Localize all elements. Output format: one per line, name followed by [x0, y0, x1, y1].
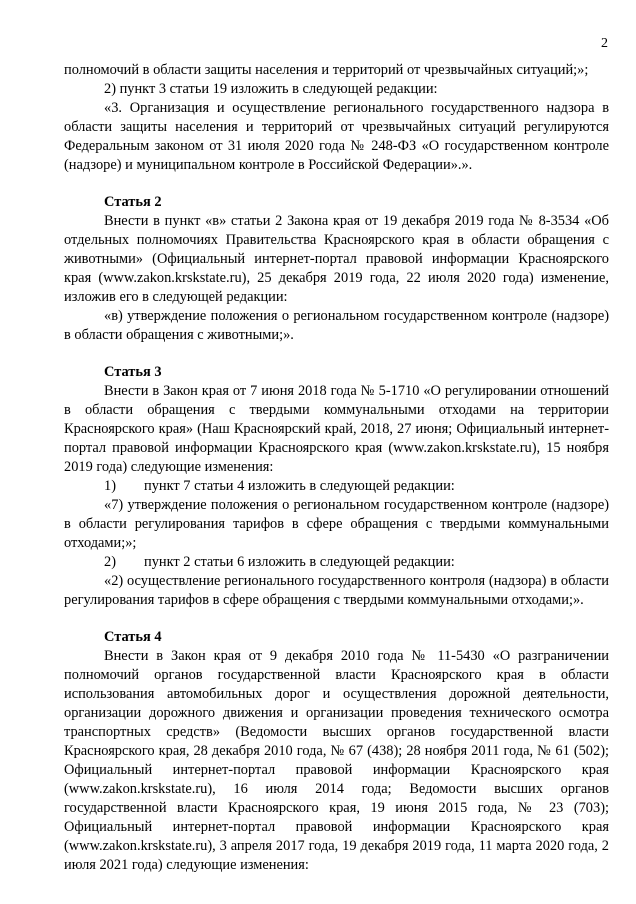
article-3-list-item-2: [64, 553, 609, 572]
list-text: пункт 2 статьи 6 изложить в следующей редакции:: [144, 554, 455, 570]
article-2-heading: Статья 2: [104, 194, 162, 210]
article-2-quote: «в) утверждение положения о региональном государственном контроле (надзоре) в области обращения с животными;».: [64, 308, 609, 343]
article-2-text: Внести в пункт «в» статьи 2 Закона края от 19 декабря 2019 года № 8-3534 «Об отдельных полномочиях Правительства Красноярского края в области обращения с животными» (Официальный интернет-портал правовой информации Красноярского края (www.zakon.krskstate.ru), 25 декабря 2019 года, 22 июля 2020 года) изменение, изложив его в следующей редакции:: [64, 213, 609, 305]
article-3-list-item-1: [64, 477, 609, 496]
article-4-heading: Статья 4: [104, 629, 162, 645]
paragraph-quote-3: «3. Организация и осуществление регионального государственного надзора в области защиты населения и территорий от чрезвычайных ситуаций регулируются Федеральным законом от 31 июля 2020 года № 248-ФЗ «О государственном контроле (надзоре) и муниципальном контроле в Российской Федерации».».: [64, 100, 609, 173]
list-number: 2): [104, 554, 116, 570]
article-4-text: Внести в Закон края от 9 декабря 2010 года № 11-5430 «О разграничении полномочий органов государственной власти Красноярского края в области использования автомобильных дорог и осуществления дорожной деятельности, организации дорожного движения и организации проведения технического осмотра транспортных средств» (Ведомости высших органов государственной власти Красноярского края, 28 декабря 2010 года, № 67 (438); 28 ноября 2011 года, № 61 (502); Официальный интернет-портал правовой информации Красноярского края (www.zakon.krskstate.ru), 16 июля 2014 года; Ведомости высших органов государственной власти Красноярского края, 19 июня 2015 года, № 23 (703); Официальный интернет-портал правовой информации Красноярского края (www.zakon.krskstate.ru), 3 апреля 2017 года, 19 декабря 2019 года, 11 марта 2020 года, 2 июля 2021 года) следующие изменения:: [64, 648, 609, 873]
list-number: 1): [104, 478, 116, 494]
list-text: пункт 7 статьи 4 изложить в следующей редакции:: [144, 478, 455, 494]
article-3-text: Внести в Закон края от 7 июня 2018 года № 5-1710 «О регулировании отношений в области обращения с твердыми коммунальными отходами на территории Красноярского края» (Наш Красноярский край, 2018, 27 июня; Официальный интернет-портал правовой информации Красноярского края (www.zakon.krskstate.ru), 15 ноября 2019 года) следующие изменения:: [64, 383, 609, 475]
article-3-heading: Статья 3: [104, 364, 162, 380]
paragraph-continuation: полномочий в области защиты населения и территорий от чрезвычайных ситуаций;»;: [64, 62, 589, 78]
document-body: [64, 61, 609, 875]
paragraph-item-2: 2) пункт 3 статьи 19 изложить в следующей редакции:: [104, 81, 438, 97]
article-3-quote-7: «7) утверждение положения о региональном государственном контроле (надзоре) в области регулирования тарифов в сфере обращения с твердыми коммунальными отходами;»;: [64, 497, 609, 551]
page-number: 2: [601, 36, 608, 51]
article-3-quote-2: «2) осуществление регионального государственного контроля (надзора) в области регулирования тарифов в сфере обращения с твердыми коммунальными отходами;».: [64, 573, 609, 608]
